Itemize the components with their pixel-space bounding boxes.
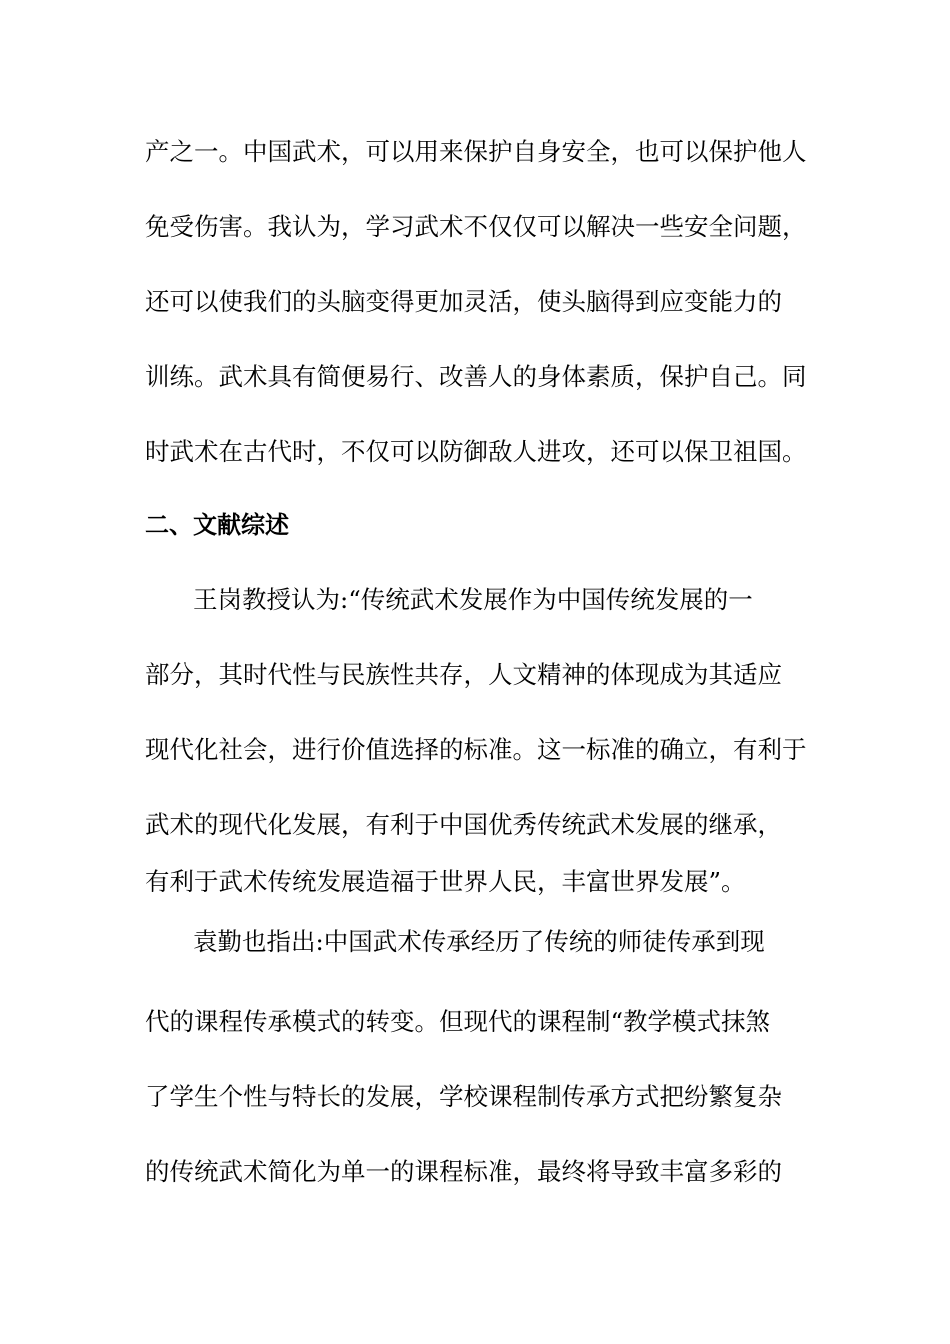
paragraph-1-line-3: 还可以使我们的头脑变得更加灵活，使头脑得到应变能力的 xyxy=(145,287,782,316)
paragraph-2-line-4: 武术的现代化发展，有利于中国优秀传统武术发展的继承， xyxy=(145,810,782,839)
section-heading: 二、文献综述 xyxy=(145,511,289,539)
paragraph-3-line-3: 了学生个性与特长的发展，学校课程制传承方式把纷繁复杂 xyxy=(145,1082,782,1111)
paragraph-2-line-1: 王岗教授认为:“传统武术发展作为中国传统发展的一 xyxy=(193,585,753,614)
paragraph-2-line-2: 部分，其时代性与民族性共存，人文精神的体现成为其适应 xyxy=(145,660,782,689)
paragraph-2-line-3: 现代化社会，进行价值选择的标准。这一标准的确立，有利于 xyxy=(145,735,807,764)
paragraph-3-line-1: 袁勤也指出:中国武术传承经历了传统的师徒传承到现 xyxy=(193,927,765,956)
paragraph-1-line-2: 免受伤害。我认为，学习武术不仅仅可以解决一些安全问题， xyxy=(145,212,807,241)
paragraph-2-line-5: 有利于武术传统发展造福于世界人民，丰富世界发展”。 xyxy=(145,867,746,896)
paragraph-1-line-4: 训练。武术具有简便易行、改善人的身体素质，保护自己。同 xyxy=(145,362,807,391)
paragraph-3-line-2: 代的课程传承模式的转变。但现代的课程制“教学模式抹煞 xyxy=(145,1007,771,1036)
paragraph-3-line-4: 的传统武术简化为单一的课程标准，最终将导致丰富多彩的 xyxy=(145,1157,782,1186)
paragraph-1-line-1: 产之一。中国武术，可以用来保护自身安全，也可以保护他人 xyxy=(145,137,807,166)
paragraph-1-line-5: 时武术在古代时，不仅可以防御敌人进攻，还可以保卫祖国。 xyxy=(145,437,807,466)
